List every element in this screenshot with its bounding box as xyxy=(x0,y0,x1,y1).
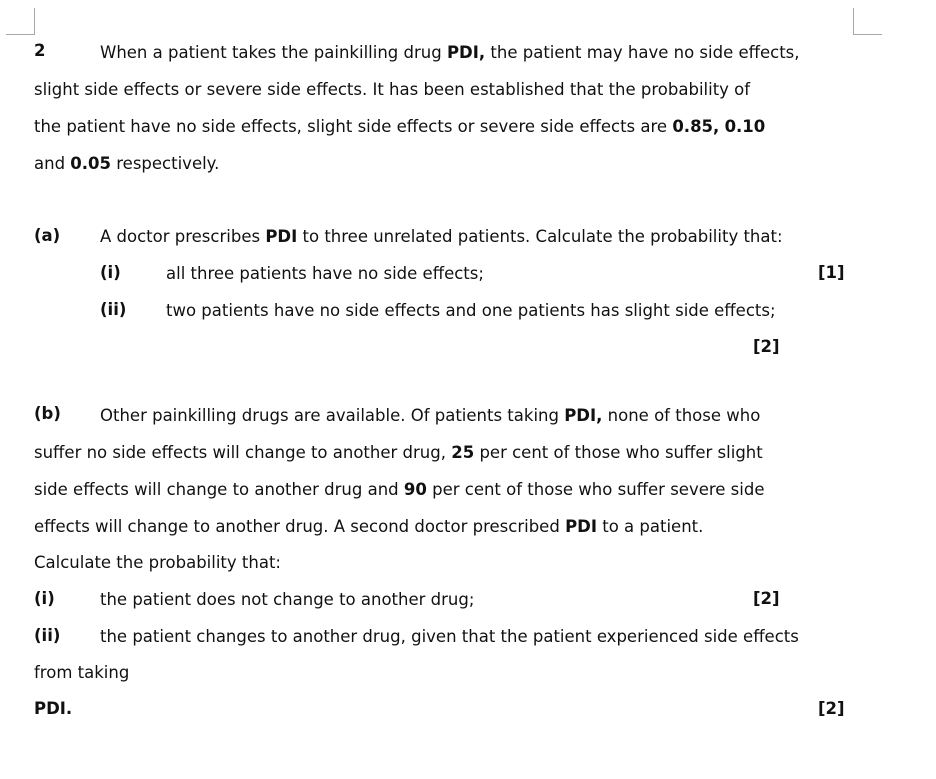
part-a-i-marks: [1] xyxy=(818,263,845,282)
part-b-line-4: effects will change to another drug. A second doctor prescribed PDI to a patient. xyxy=(34,517,704,536)
part-b-line-3: side effects will change to another drug and 90 per cent of those who suffer severe side xyxy=(34,480,765,499)
part-b-ii-text: the patient changes to another drug, given that the patient experienced side effects xyxy=(100,627,799,646)
part-b-ii-label: (ii) xyxy=(34,626,61,645)
prob-no-side-effects: 0.85, xyxy=(672,117,720,136)
part-a-ii-marks: [2] xyxy=(753,337,780,356)
intro-line-2: slight side effects or severe side effects. It has been established that the probability of xyxy=(34,80,751,99)
part-b-ii-end: PDI. xyxy=(34,699,73,718)
intro-line-4: and 0.05 respectively. xyxy=(34,154,220,173)
part-b-i-text: the patient does not change to another drug; xyxy=(100,590,475,609)
intro-line-1: When a patient takes the painkilling drug PDI, the patient may have no side effects, xyxy=(100,43,800,62)
part-b-line-5: Calculate the probability that: xyxy=(34,553,281,572)
part-a-ii-label: (ii) xyxy=(100,300,127,319)
part-b-line-2: suffer no side effects will change to another drug, 25 per cent of those who suffer slight xyxy=(34,443,763,462)
question-number: 2 xyxy=(34,41,46,60)
part-a-stem: A doctor prescribes PDI to three unrelated patients. Calculate the probability that: xyxy=(100,227,783,246)
part-b-ii-marks: [2] xyxy=(818,699,845,718)
part-b-i-label: (i) xyxy=(34,589,55,608)
part-b-i-marks: [2] xyxy=(753,589,780,608)
part-a-i-label: (i) xyxy=(100,263,121,282)
part-b-ii-continuation: from taking xyxy=(34,663,130,682)
prob-slight-side-effects: 0.10 xyxy=(724,117,766,136)
crop-mark-top-right xyxy=(853,8,882,35)
part-b-line-1: Other painkilling drugs are available. Of patients taking PDI, none of those who xyxy=(100,406,761,425)
crop-mark-top-left xyxy=(6,8,35,35)
prob-severe-side-effects: 0.05 xyxy=(70,154,112,173)
intro-line-3: the patient have no side effects, slight side effects or severe side effects are 0.85, 0.10 xyxy=(34,117,766,136)
part-b-label: (b) xyxy=(34,404,61,423)
part-a-ii-text: two patients have no side effects and one patients has slight side effects; xyxy=(166,301,776,320)
part-a-label: (a) xyxy=(34,226,61,245)
part-a-i-text: all three patients have no side effects; xyxy=(166,264,484,283)
